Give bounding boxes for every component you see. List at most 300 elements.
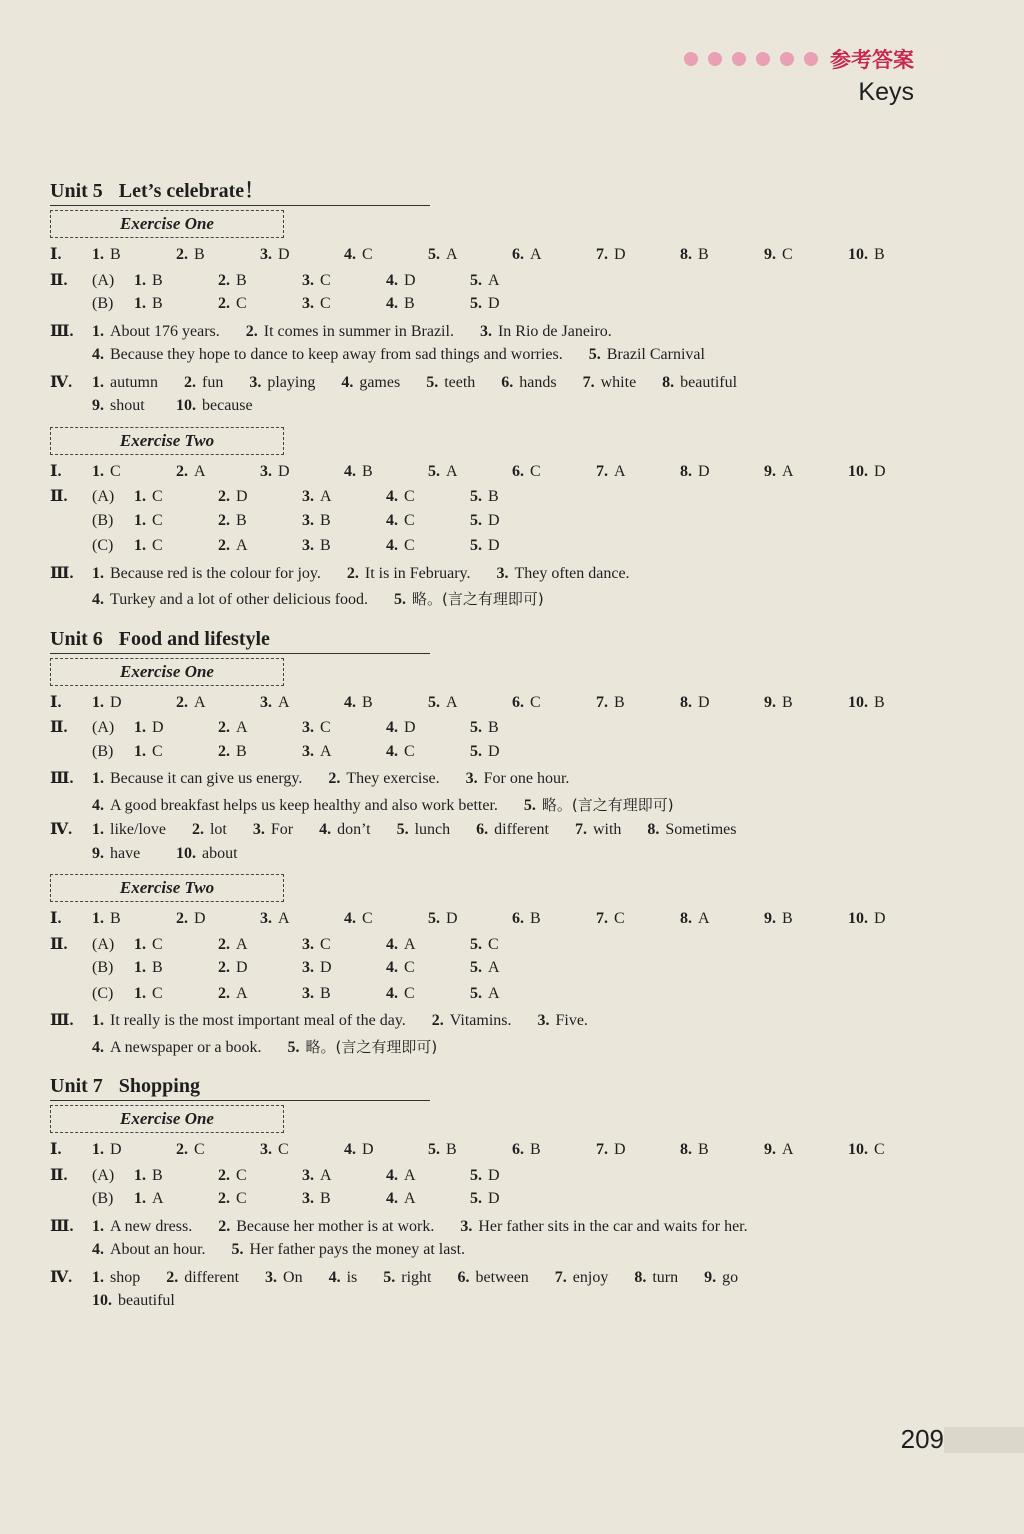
section-numeral: Ⅰ. <box>50 1141 62 1158</box>
section-numeral: Ⅳ. <box>50 373 73 391</box>
item-number: 4. <box>386 719 398 736</box>
answer-value: B <box>614 693 625 711</box>
section-numeral: Ⅰ. <box>50 462 62 480</box>
answer-value: A <box>488 271 500 289</box>
answer-value: D <box>194 910 206 927</box>
item-number: 2. <box>346 564 359 582</box>
item-number: 2. <box>176 462 188 480</box>
answer-item <box>176 845 238 863</box>
item-number: 7. <box>596 462 608 480</box>
item-number: 6. <box>476 821 489 838</box>
item-number: 5. <box>470 984 482 1002</box>
answer-item <box>386 719 448 737</box>
answer-value: Five. <box>555 1012 588 1029</box>
item-number: 5. <box>470 1166 482 1184</box>
answer-value: B <box>874 693 885 711</box>
answer-value: It comes in summer in Brazil. <box>263 322 454 340</box>
item-number: 5. <box>588 346 601 363</box>
item-number: 2. <box>166 1268 179 1286</box>
answer-item <box>92 323 220 341</box>
answer-item <box>176 694 240 712</box>
item-number: 5. <box>428 693 440 711</box>
answer-item <box>680 694 744 712</box>
answer-value: C <box>320 271 331 289</box>
answer-value: A <box>152 1190 164 1207</box>
answer-row <box>50 1190 930 1216</box>
item-number: 8. <box>680 693 692 711</box>
item-number: 2. <box>218 959 230 976</box>
item-number: 3. <box>302 719 314 736</box>
item-number: 2. <box>328 770 341 787</box>
answer-item <box>302 985 364 1003</box>
answer-value: D <box>362 1141 374 1158</box>
answer-value: C <box>278 1141 289 1158</box>
answer-value: D <box>698 693 710 711</box>
answer-row <box>50 372 930 398</box>
answer-item <box>347 565 471 583</box>
answer-item <box>848 246 912 264</box>
section-numeral: Ⅲ. <box>50 1217 74 1235</box>
answer-value: D <box>320 959 332 976</box>
item-number: 1. <box>134 719 146 736</box>
section-numeral: Ⅱ. <box>50 488 68 505</box>
answer-value: D <box>404 719 416 736</box>
answer-item <box>470 985 532 1003</box>
answer-value: A <box>614 462 626 480</box>
answer-value: B <box>320 537 331 554</box>
answer-item <box>662 374 737 392</box>
item-number: 7. <box>596 1141 608 1158</box>
answer-row <box>50 512 930 538</box>
answer-value: beautiful <box>680 373 738 391</box>
answer-value: C <box>362 910 373 927</box>
answer-value: B <box>530 1141 541 1158</box>
decorative-dot <box>804 52 818 66</box>
answer-item <box>386 295 448 313</box>
answer-value: B <box>782 693 793 711</box>
answer-value: A <box>320 742 332 760</box>
answer-item <box>704 1269 738 1287</box>
answer-value: D <box>404 271 416 289</box>
item-number: 7. <box>596 693 608 711</box>
item-number: 1. <box>92 564 104 582</box>
answer-item <box>470 743 532 761</box>
answer-value: D <box>278 246 290 263</box>
answer-row <box>50 1010 930 1036</box>
subsection-label: (A) <box>92 935 115 953</box>
answer-value: C <box>530 462 541 480</box>
item-number: 3. <box>302 1190 314 1207</box>
answer-value: A <box>782 1141 794 1158</box>
item-number: 1. <box>92 1217 104 1235</box>
item-number: 4. <box>92 346 104 363</box>
answer-value: Because they hope to dance to keep away from sad things and worries. <box>110 346 563 363</box>
item-number: 1. <box>134 742 146 760</box>
answer-value: C <box>404 511 415 529</box>
answer-value: D <box>236 959 248 976</box>
item-number: 8. <box>634 1268 647 1286</box>
section-numeral: Ⅱ. <box>50 719 68 736</box>
section-numeral: Ⅲ. <box>50 770 74 787</box>
item-number: 2. <box>191 821 204 838</box>
answer-item <box>512 1141 576 1159</box>
answer-row <box>50 845 930 871</box>
item-number: 9. <box>764 910 776 927</box>
answer-item <box>184 374 223 392</box>
item-number: 7. <box>554 1268 567 1286</box>
answer-row <box>50 1241 930 1267</box>
unit-number: Unit 5 <box>50 180 103 202</box>
subsection-label: (A) <box>92 719 115 736</box>
answer-value: right <box>401 1268 432 1286</box>
item-number: 5. <box>470 295 482 312</box>
item-number: 4. <box>344 462 356 480</box>
item-number: 4. <box>386 1190 398 1207</box>
answer-value: white <box>600 373 637 391</box>
answer-value: On <box>283 1268 303 1286</box>
answer-value: A <box>698 910 710 927</box>
item-number: 9. <box>764 462 776 480</box>
answer-value: C <box>404 984 415 1002</box>
answer-item <box>583 374 637 392</box>
answer-item <box>764 463 828 481</box>
answer-item <box>848 694 912 712</box>
answer-item <box>512 246 576 264</box>
item-number: 9. <box>92 397 104 414</box>
answer-value: lot <box>209 821 227 838</box>
answer-item <box>386 537 448 555</box>
unit-number: Unit 7 <box>50 1075 103 1097</box>
item-number: 1. <box>92 693 104 711</box>
answer-row <box>50 959 930 985</box>
answer-value: shop <box>110 1268 141 1286</box>
answer-item <box>92 821 166 839</box>
item-number: 2. <box>218 1166 230 1184</box>
answer-value: about <box>202 844 238 862</box>
item-number: 5. <box>523 796 536 814</box>
answer-value: A <box>782 462 794 480</box>
item-number: 2. <box>218 295 230 312</box>
answer-item <box>249 374 315 392</box>
answer-item <box>92 591 368 609</box>
answer-value: A <box>530 246 542 263</box>
answer-item <box>92 1269 140 1287</box>
item-number: 2. <box>218 537 230 554</box>
answer-value: A <box>236 984 248 1002</box>
section-numeral: Ⅱ. <box>50 271 68 289</box>
item-number: 4. <box>92 591 104 608</box>
decorative-dot <box>684 52 698 66</box>
item-number: 3. <box>302 488 314 505</box>
answer-item <box>386 743 448 761</box>
item-number: 4. <box>386 488 398 505</box>
answer-value: like/love <box>110 821 166 838</box>
answer-item <box>537 1012 587 1030</box>
answer-item <box>218 537 280 555</box>
answer-value: B <box>782 910 793 927</box>
section-numeral: Ⅰ. <box>50 910 62 927</box>
item-number: 8. <box>680 246 692 263</box>
answer-value: B <box>320 1190 331 1207</box>
answer-item <box>344 1141 408 1159</box>
item-number: 3. <box>302 1166 314 1184</box>
item-number: 2. <box>176 910 188 927</box>
answer-item <box>302 743 364 761</box>
answer-row <box>50 1139 930 1165</box>
item-number: 5. <box>470 488 482 505</box>
answer-item <box>92 1218 192 1236</box>
answer-value: A <box>320 1166 332 1184</box>
answer-value: A <box>236 935 248 953</box>
item-number: 1. <box>134 959 146 976</box>
answer-value: hands <box>519 373 557 391</box>
item-number: 1. <box>92 1268 104 1286</box>
item-number: 6. <box>512 246 524 263</box>
answer-item <box>480 323 612 341</box>
item-number: 1. <box>134 511 146 529</box>
item-number: 10. <box>848 246 868 263</box>
answer-value: C <box>236 1166 247 1184</box>
answer-item <box>288 1036 438 1057</box>
answer-row <box>50 244 930 270</box>
answer-item <box>302 488 364 506</box>
page-number: 209 <box>900 1424 944 1454</box>
answer-item <box>319 821 370 839</box>
answer-value: A <box>404 1166 416 1184</box>
answer-item <box>470 959 532 977</box>
answer-item <box>265 1269 303 1287</box>
item-number: 5. <box>428 246 440 263</box>
answer-item <box>176 463 240 481</box>
item-number: 2. <box>218 511 230 529</box>
item-number: 1. <box>134 488 146 505</box>
item-number: 4. <box>92 796 104 814</box>
answer-value: It is in February. <box>364 564 471 582</box>
item-number: 4. <box>386 1166 398 1184</box>
answer-value: B <box>236 511 247 529</box>
item-number: 10. <box>92 1292 112 1309</box>
answer-value: C <box>236 295 247 312</box>
answer-item <box>302 1190 364 1208</box>
answer-row <box>50 768 930 794</box>
item-number: 3. <box>302 271 314 289</box>
answer-value: is <box>346 1268 358 1286</box>
answer-row <box>50 1165 930 1191</box>
answer-item <box>134 537 196 555</box>
answer-item <box>501 374 556 392</box>
answer-value: D <box>488 295 500 312</box>
answer-value: D <box>488 511 500 529</box>
answer-item <box>589 346 705 364</box>
answer-row <box>50 985 930 1011</box>
item-number: 6. <box>512 1141 524 1158</box>
answer-value: B <box>110 246 121 263</box>
answer-item <box>218 1190 280 1208</box>
answer-value: C <box>614 910 625 927</box>
item-number: 2. <box>431 1012 444 1029</box>
answer-item <box>218 985 280 1003</box>
answer-row <box>50 295 930 321</box>
answer-row <box>50 1292 930 1318</box>
item-number: 9. <box>764 246 776 263</box>
section-numeral: Ⅳ. <box>50 1268 73 1286</box>
answer-value: 略。(言之有理即可) <box>541 795 674 814</box>
answer-item <box>134 959 196 977</box>
answer-value: D <box>488 1166 500 1184</box>
unit-name: Shopping <box>118 1075 200 1097</box>
item-number: 5. <box>287 1038 300 1056</box>
item-number: 8. <box>647 821 660 838</box>
item-number: 5. <box>470 935 482 953</box>
unit-title <box>50 174 430 206</box>
answer-item <box>470 1190 532 1208</box>
answer-item <box>764 694 828 712</box>
item-number: 3. <box>302 511 314 529</box>
item-number: 5. <box>383 1268 396 1286</box>
answer-value: B <box>320 511 331 529</box>
answer-value: It really is the most important meal of the day. <box>110 1012 406 1029</box>
answer-value: D <box>446 910 458 927</box>
item-number: 1. <box>92 322 104 340</box>
exercise-title: Exercise Two <box>50 427 284 455</box>
item-number: 7. <box>582 373 595 391</box>
answer-value: D <box>488 1190 500 1207</box>
answer-item <box>470 272 532 290</box>
answer-row <box>50 321 930 347</box>
answer-item <box>218 959 280 977</box>
item-number: 1. <box>92 1141 104 1158</box>
section-numeral: Ⅳ. <box>50 821 73 838</box>
answer-value: Her father pays the money at last. <box>249 1241 466 1258</box>
item-number: 4. <box>386 984 398 1002</box>
header-title-en: Keys <box>858 78 914 106</box>
item-number: 5. <box>396 821 409 838</box>
answer-item <box>134 295 196 313</box>
answer-item <box>218 272 280 290</box>
item-number: 10. <box>176 844 196 862</box>
item-number: 4. <box>319 821 332 838</box>
answer-value: C <box>152 537 163 554</box>
answer-value: A <box>446 693 458 711</box>
subsection-label: (A) <box>92 271 115 289</box>
answer-item <box>260 910 324 928</box>
answer-item <box>386 985 448 1003</box>
answer-value: For one hour. <box>483 770 570 787</box>
answer-item <box>302 512 364 530</box>
item-number: 3. <box>302 537 314 554</box>
item-number: 5. <box>394 591 407 608</box>
answer-item <box>432 1012 512 1030</box>
answer-value: A <box>404 1190 416 1207</box>
answer-item <box>848 910 912 928</box>
answer-value: 略。(言之有理即可) <box>305 1037 438 1056</box>
answer-item <box>92 845 154 863</box>
answer-value: B <box>404 295 415 312</box>
answer-row <box>50 819 930 845</box>
unit-number: Unit 6 <box>50 627 103 650</box>
answer-item <box>302 272 364 290</box>
answer-item <box>260 246 324 264</box>
answer-item <box>92 463 156 481</box>
answer-item <box>344 246 408 264</box>
answer-value: D <box>278 462 290 480</box>
item-number: 4. <box>92 1241 104 1258</box>
answer-value: B <box>194 246 205 263</box>
answer-item <box>134 488 196 506</box>
answer-value: A <box>446 246 458 263</box>
answer-value: enjoy <box>572 1268 609 1286</box>
item-number: 4. <box>328 1268 341 1286</box>
answer-value: C <box>404 742 415 760</box>
answer-item <box>302 1167 364 1185</box>
answer-item <box>260 463 324 481</box>
page-header <box>684 44 914 74</box>
answer-value: A <box>488 959 500 976</box>
item-number: 4. <box>344 246 356 263</box>
item-number: 8. <box>680 910 692 927</box>
item-number: 10. <box>848 910 868 927</box>
answer-value: D <box>698 462 710 480</box>
answer-item <box>386 488 448 506</box>
item-number: 2. <box>218 271 230 289</box>
answer-value: C <box>152 488 163 505</box>
answer-item <box>134 512 196 530</box>
item-number: 4. <box>386 742 398 760</box>
item-number: 1. <box>134 271 146 289</box>
item-number: 3. <box>252 821 265 838</box>
answer-value: Because it can give us energy. <box>110 770 303 787</box>
item-number: 4. <box>344 1141 356 1158</box>
answer-value: games <box>359 373 401 391</box>
answer-value: D <box>874 462 886 480</box>
item-number: 9. <box>704 1268 717 1286</box>
item-number: 1. <box>134 537 146 554</box>
answer-item <box>92 1292 175 1310</box>
answer-value: C <box>236 1190 247 1207</box>
section-numeral: Ⅲ. <box>50 322 74 340</box>
answer-value: A <box>236 537 248 554</box>
item-number: 4. <box>386 295 398 312</box>
answer-value: A <box>194 693 206 711</box>
answer-value: Vitamins. <box>449 1012 512 1029</box>
answer-item <box>470 512 532 530</box>
answer-value: have <box>110 844 141 862</box>
item-number: 2. <box>218 488 230 505</box>
answer-item <box>92 1039 262 1057</box>
unit-name: Food and lifestyle <box>118 627 270 650</box>
answer-value: Because red is the colour for joy. <box>110 564 321 582</box>
answer-item <box>92 1241 206 1259</box>
item-number: 2. <box>218 1190 230 1207</box>
answer-item <box>344 910 408 928</box>
unit-name: Let’s celebrate！ <box>118 180 265 202</box>
item-number: 1. <box>92 770 104 787</box>
answer-value: B <box>110 910 121 927</box>
item-number: 3. <box>265 1268 278 1286</box>
answer-value: fun <box>202 373 224 391</box>
answer-value: C <box>362 246 373 263</box>
item-number: 7. <box>596 246 608 263</box>
answer-row <box>50 563 930 589</box>
answer-row <box>50 692 930 718</box>
item-number: 3. <box>302 935 314 953</box>
answer-value: Turkey and a lot of other delicious food. <box>110 591 369 608</box>
item-number: 3. <box>496 564 509 582</box>
answer-item <box>764 246 828 264</box>
answer-item <box>386 272 448 290</box>
item-number: 8. <box>662 373 675 391</box>
decorative-dot <box>708 52 722 66</box>
